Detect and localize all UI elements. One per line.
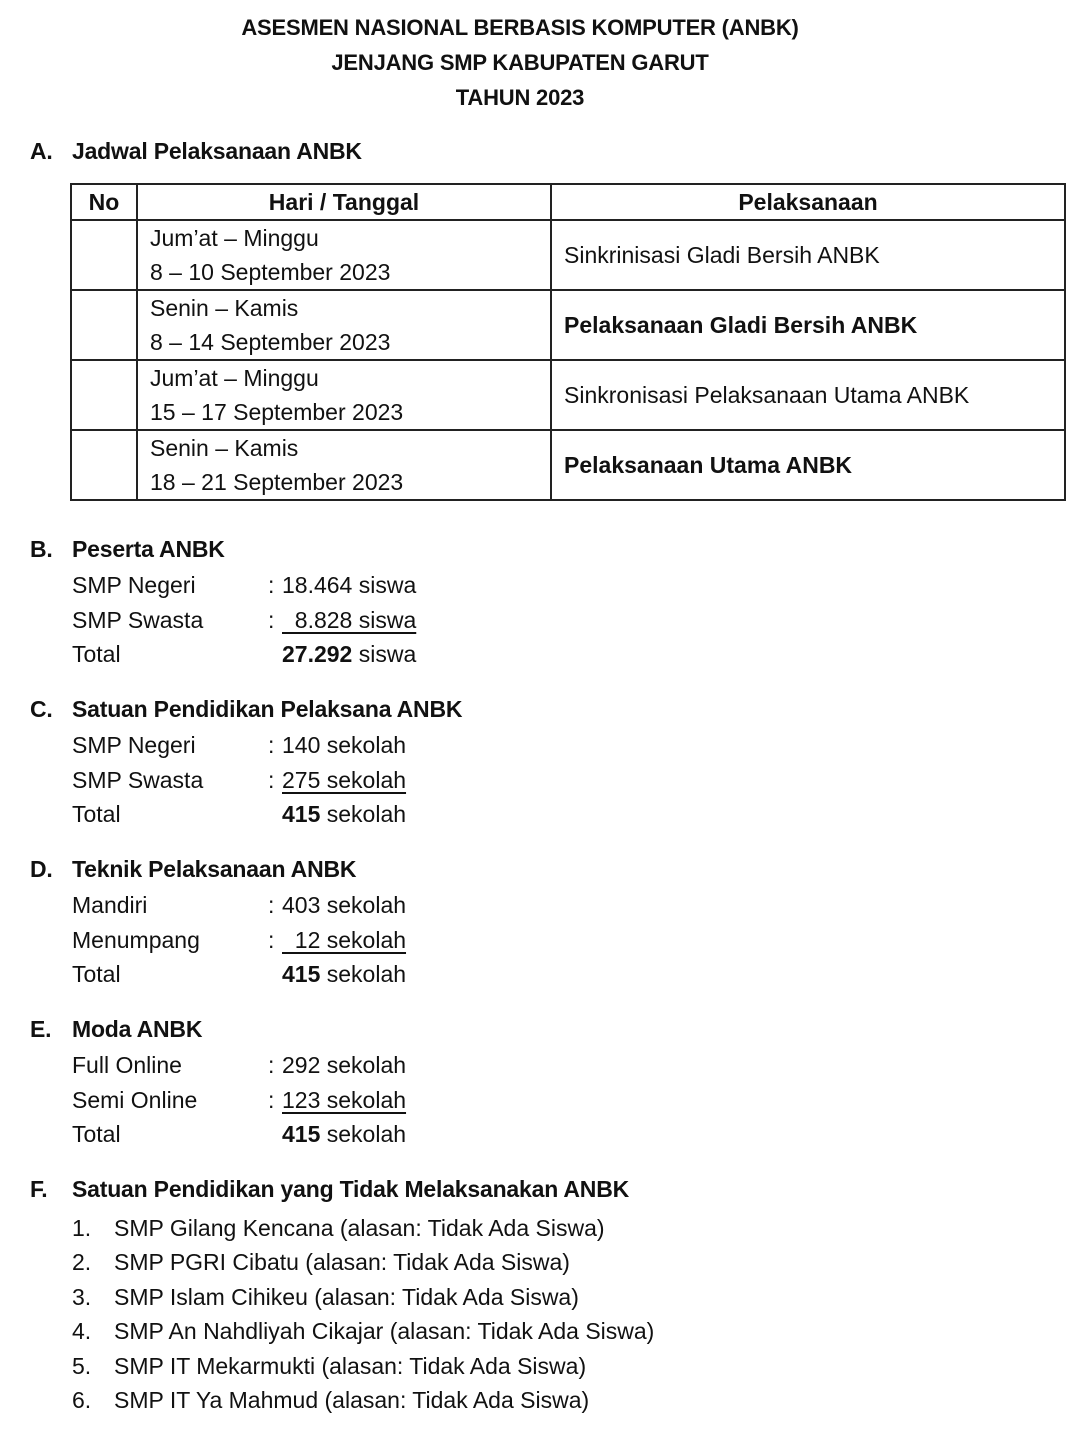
list-item <box>72 1314 654 1348</box>
total-label: Total <box>72 641 121 667</box>
row-colon: : <box>268 732 275 758</box>
cell-no <box>71 290 137 360</box>
total-number: 415 <box>282 961 321 987</box>
row-label: Semi Online <box>72 1086 198 1113</box>
total-unit: sekolah <box>326 801 407 827</box>
section-e-heading <box>30 1016 202 1043</box>
list-text: SMP PGRI Cibatu (alasan: Tidak Ada Siswa) <box>114 1249 570 1276</box>
row-colon: : <box>268 926 275 953</box>
total-unit: sekolah <box>326 961 407 987</box>
summary-row <box>72 1083 406 1118</box>
summary-row <box>72 728 406 763</box>
row-label: SMP Negeri <box>72 572 196 598</box>
row-label: Mandiri <box>72 892 148 918</box>
cell-day: Senin – Kamis <box>150 435 299 461</box>
section-letter: F. <box>30 1176 48 1202</box>
section-c-heading <box>30 696 462 723</box>
cell-day: Jum’at – Minggu <box>150 365 319 391</box>
table-row <box>71 290 1065 360</box>
list-text: SMP Islam Cihikeu (alasan: Tidak Ada Siswa) <box>114 1283 579 1310</box>
row-colon: : <box>268 606 275 633</box>
summary-row <box>72 763 406 798</box>
list-number: 6. <box>72 1387 92 1414</box>
non-participating-schools-list <box>72 1211 654 1417</box>
section-b-heading <box>30 536 225 563</box>
total-unit: sekolah <box>326 1121 407 1147</box>
table-row <box>71 360 1065 430</box>
section-title: Moda ANBK <box>72 1016 203 1042</box>
section-a-heading <box>30 138 362 165</box>
total-unit: siswa <box>358 641 417 667</box>
cell-no <box>71 220 137 290</box>
column-header-activity: Pelaksanaan <box>551 184 1065 220</box>
cell-date-range: 18 – 21 September 2023 <box>150 469 404 495</box>
cell-date <box>137 220 551 290</box>
cell-no <box>71 360 137 430</box>
row-colon: : <box>268 1086 275 1113</box>
list-text: SMP IT Ya Mahmud (alasan: Tidak Ada Siswa) <box>114 1387 590 1414</box>
section-title: Peserta ANBK <box>72 536 225 562</box>
title-line-3: TAHUN 2023 <box>455 85 585 110</box>
row-value: 8.828 siswa <box>282 606 417 633</box>
summary-total-row <box>72 797 406 832</box>
list-text: SMP IT Mekarmukti (alasan: Tidak Ada Siswa) <box>114 1352 587 1379</box>
total-label: Total <box>72 1121 121 1147</box>
list-number: 2. <box>72 1249 92 1276</box>
row-colon: : <box>268 1052 275 1078</box>
cell-no <box>71 430 137 500</box>
total-value <box>268 957 406 992</box>
list-number: 5. <box>72 1352 92 1379</box>
cell-date-range: 8 – 14 September 2023 <box>150 329 391 355</box>
row-colon: : <box>268 892 275 918</box>
list-number: 3. <box>72 1283 92 1310</box>
section-d-heading <box>30 856 356 883</box>
summary-row <box>72 568 416 603</box>
list-number: 4. <box>72 1318 92 1345</box>
list-number: 1. <box>72 1215 92 1241</box>
summary-row <box>72 603 416 638</box>
row-label: Menumpang <box>72 926 200 953</box>
cell-activity: Pelaksanaan Utama ANBK <box>551 430 1065 500</box>
title-line-2: JENJANG SMP KABUPATEN GARUT <box>331 50 709 75</box>
row-value: 18.464 siswa <box>282 572 417 598</box>
cell-date-range: 15 – 17 September 2023 <box>150 399 404 425</box>
section-letter: C. <box>30 696 53 722</box>
section-title: Teknik Pelaksanaan ANBK <box>72 856 357 882</box>
table-header-row <box>71 184 1065 220</box>
summary-total-row <box>72 637 416 672</box>
section-title: Satuan Pendidikan Pelaksana ANBK <box>72 696 463 722</box>
summary-row <box>72 923 406 958</box>
cell-date <box>137 360 551 430</box>
cell-day: Jum’at – Minggu <box>150 225 319 251</box>
table-row <box>71 430 1065 500</box>
list-item <box>72 1245 654 1279</box>
section-title: Satuan Pendidikan yang Tidak Melaksanakan ANBK <box>72 1176 630 1202</box>
row-label: SMP Swasta <box>72 766 204 793</box>
total-number: 27.292 <box>282 641 353 667</box>
schools-summary <box>72 728 406 832</box>
cell-activity: Pelaksanaan Gladi Bersih ANBK <box>551 290 1065 360</box>
total-value <box>268 637 416 672</box>
section-letter: D. <box>30 856 53 882</box>
list-item <box>72 1349 654 1383</box>
list-text: SMP Gilang Kencana (alasan: Tidak Ada Siswa) <box>114 1215 605 1241</box>
list-text: SMP An Nahdliyah Cikajar (alasan: Tidak Ada Siswa) <box>114 1318 655 1345</box>
row-value: 123 sekolah <box>282 1086 407 1113</box>
list-item <box>72 1211 654 1245</box>
total-value <box>268 1117 406 1152</box>
total-number: 415 <box>282 1121 321 1147</box>
section-letter: A. <box>30 138 53 164</box>
row-value: 140 sekolah <box>282 732 407 758</box>
row-value: 275 sekolah <box>282 766 407 793</box>
row-label: SMP Swasta <box>72 606 204 633</box>
cell-date <box>137 430 551 500</box>
participants-summary <box>72 568 416 672</box>
mode-summary <box>72 1048 406 1152</box>
schedule-table <box>70 183 1066 501</box>
row-colon: : <box>268 572 275 598</box>
column-header-no: No <box>71 184 137 220</box>
section-title: Jadwal Pelaksanaan ANBK <box>72 138 362 164</box>
cell-date <box>137 290 551 360</box>
cell-day: Senin – Kamis <box>150 295 299 321</box>
total-label: Total <box>72 801 121 827</box>
cell-activity: Sinkronisasi Pelaksanaan Utama ANBK <box>551 360 1065 430</box>
section-letter: E. <box>30 1016 52 1042</box>
list-item <box>72 1383 654 1417</box>
summary-total-row <box>72 957 406 992</box>
section-f-heading <box>30 1176 629 1203</box>
row-value: 292 sekolah <box>282 1052 407 1078</box>
total-label: Total <box>72 961 121 987</box>
total-value <box>268 797 406 832</box>
document-title <box>0 10 1040 115</box>
technique-summary <box>72 888 406 992</box>
total-number: 415 <box>282 801 321 827</box>
row-colon: : <box>268 766 275 793</box>
row-label: SMP Negeri <box>72 732 196 758</box>
cell-activity: Sinkrinisasi Gladi Bersih ANBK <box>551 220 1065 290</box>
title-line-1: ASESMEN NASIONAL BERBASIS KOMPUTER (ANBK) <box>241 15 799 40</box>
summary-row <box>72 1048 406 1083</box>
section-letter: B. <box>30 536 53 562</box>
row-value: 12 sekolah <box>282 926 407 953</box>
summary-total-row <box>72 1117 406 1152</box>
row-label: Full Online <box>72 1052 182 1078</box>
list-item <box>72 1280 654 1314</box>
summary-row <box>72 888 406 923</box>
column-header-date: Hari / Tanggal <box>137 184 551 220</box>
row-value: 403 sekolah <box>282 892 407 918</box>
cell-date-range: 8 – 10 September 2023 <box>150 259 391 285</box>
table-row <box>71 220 1065 290</box>
